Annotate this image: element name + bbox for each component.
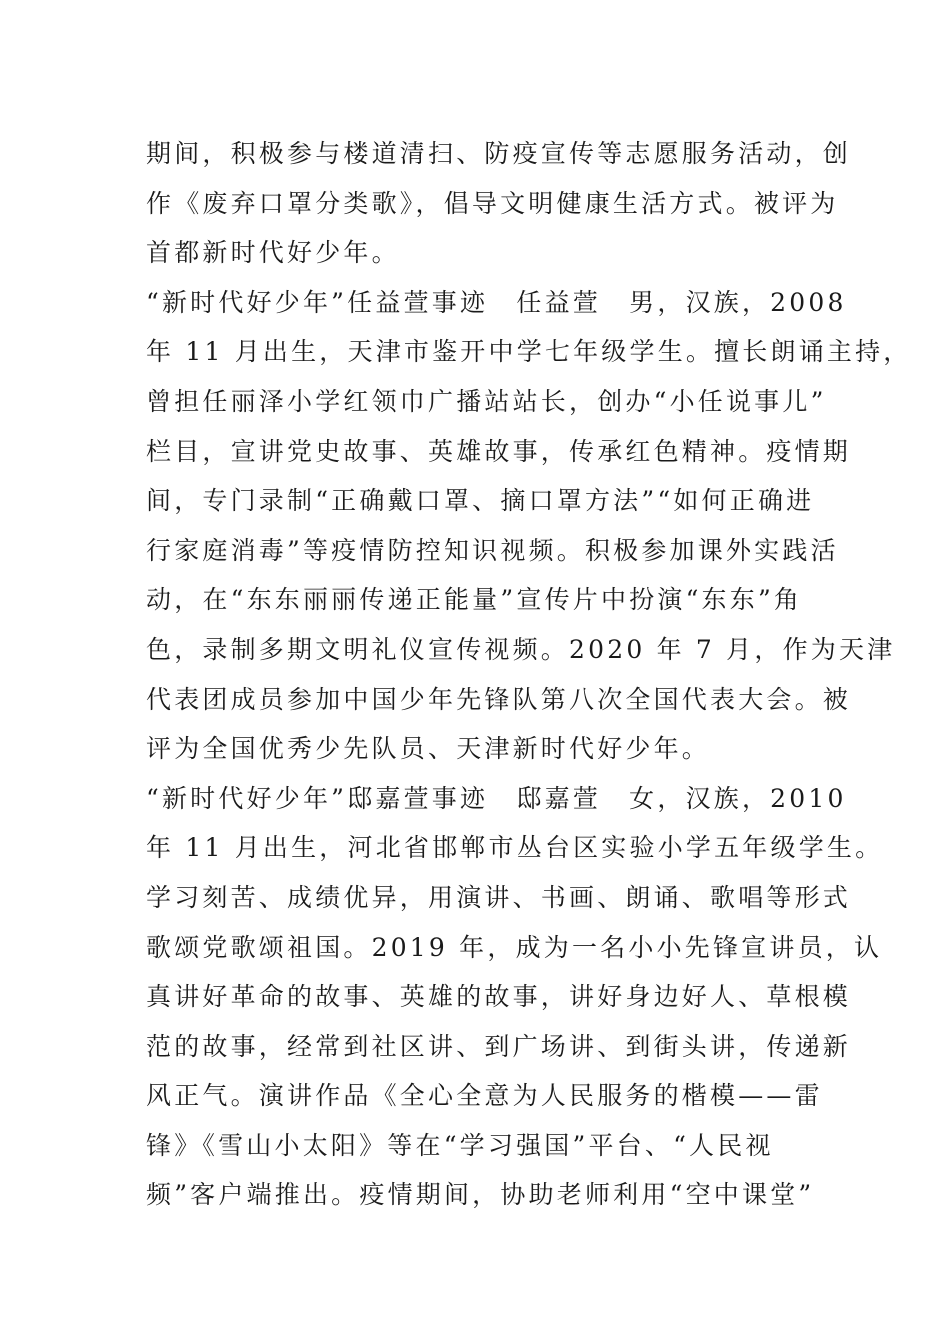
text-line: 年 11 月出生，天津市鉴开中学七年级学生。擅长朗诵主持， [146,337,912,367]
text-line: 歌颂党歌颂祖国。2019 年，成为一名小小先锋宣讲员，认 [146,932,883,962]
text-line: 曾担任丽泽小学红领巾广播站站长，创办“小任说事儿” [146,386,827,416]
text-line: 锋》《雪山小太阳》等在“学习强国”平台、“人民视 [146,1130,774,1160]
text-line: 栏目，宣讲党史故事、英雄故事，传承红色精神。疫情期 [146,436,852,466]
text-line: 色，录制多期文明礼仪宣传视频。2020 年 7 月，作为天津 [146,634,896,664]
text-line: 间，专门录制“正确戴口罩、摘口罩方法”“如何正确进 [146,486,815,516]
text-line: “新时代好少年”任益萱事迹 任益萱 男，汉族，2008 [146,287,847,317]
text-line: 首都新时代好少年。 [146,238,400,268]
text-line: 作《废弃口罩分类歌》，倡导文明健康生活方式。被评为 [146,188,839,218]
text-line: “新时代好少年”邸嘉萱事迹 邸嘉萱 女，汉族，2010 [146,783,847,813]
text-line: 行家庭消毒”等疫情防控知识视频。积极参加课外实践活 [146,535,839,565]
text-line: 年 11 月出生，河北省邯郸市丛台区实验小学五年级学生。 [146,833,884,863]
text-line: 期间，积极参与楼道清扫、防疫宣传等志愿服务活动，创 [146,139,852,168]
text-line: 评为全国优秀少先队员、天津新时代好少年。 [146,734,711,764]
text-line: 学习刻苦、成绩优异，用演讲、书画、朗诵、歌唱等形式 [146,882,852,912]
text-line: 动，在“东东丽丽传递正能量”宣传片中扮演“东东”角 [146,585,803,615]
text-line: 频”客户端推出。疫情期间，协助老师利用“空中课堂” [146,1180,815,1210]
text-line: 真讲好革命的故事、英雄的故事，讲好身边好人、草根模 [146,982,852,1012]
body-text [146,129,912,1220]
text-line: 代表团成员参加中国少年先锋队第八次全国代表大会。被 [146,684,852,714]
text-line: 风正气。演讲作品《全心全意为人民服务的楷模——雷 [146,1081,823,1111]
text-line: 范的故事，经常到社区讲、到广场讲、到街头讲，传递新 [146,1031,852,1061]
